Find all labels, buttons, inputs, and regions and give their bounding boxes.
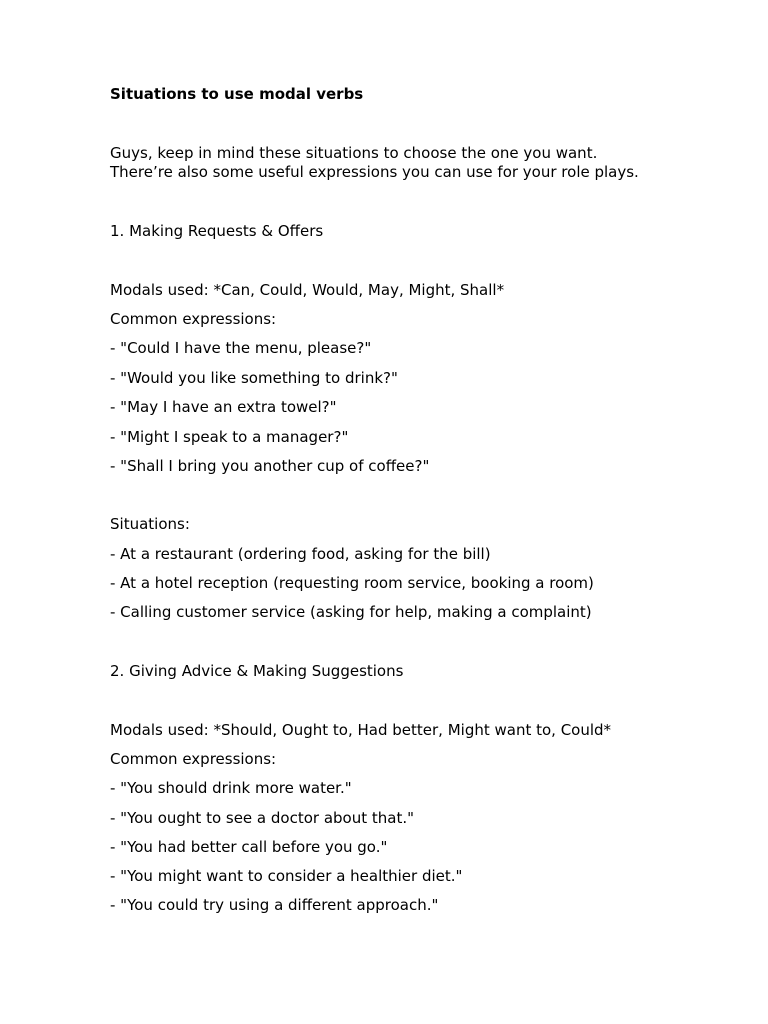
list-item: - "You ought to see a doctor about that." [110, 809, 415, 827]
list-item: - "You should drink more water." [110, 779, 352, 797]
list-item: - "You could try using a different approach." [110, 896, 439, 914]
section-2-heading: 2. Giving Advice & Making Suggestions [110, 662, 404, 680]
intro-line-2: There’re also some useful expressions you can use for your role plays. [110, 163, 639, 181]
list-item: - Calling customer service (asking for help, making a complaint) [110, 603, 592, 621]
section-1-situations-label: Situations: [110, 515, 190, 533]
section-1-modals: Modals used: *Can, Could, Would, May, Might, Shall* [110, 281, 505, 299]
list-item: - "May I have an extra towel?" [110, 398, 337, 416]
section-2-expressions-label: Common expressions: [110, 750, 277, 768]
list-item: - At a hotel reception (requesting room service, booking a room) [110, 574, 594, 592]
intro-line-1: Guys, keep in mind these situations to choose the one you want. [110, 144, 598, 162]
list-item: - "Would you like something to drink?" [110, 369, 398, 387]
list-item: - At a restaurant (ordering food, asking for the bill) [110, 545, 491, 563]
list-item: - "Might I speak to a manager?" [110, 428, 349, 446]
section-1-expressions-label: Common expressions: [110, 310, 277, 328]
list-item: - "You had better call before you go." [110, 838, 388, 856]
document-title: Situations to use modal verbs [110, 85, 364, 103]
list-item: - "Could I have the menu, please?" [110, 339, 372, 357]
section-1-heading: 1. Making Requests & Offers [110, 222, 324, 240]
section-2-modals: Modals used: *Should, Ought to, Had better, Might want to, Could* [110, 721, 612, 739]
list-item: - "You might want to consider a healthier diet." [110, 867, 463, 885]
list-item: - "Shall I bring you another cup of coffee?" [110, 457, 430, 475]
